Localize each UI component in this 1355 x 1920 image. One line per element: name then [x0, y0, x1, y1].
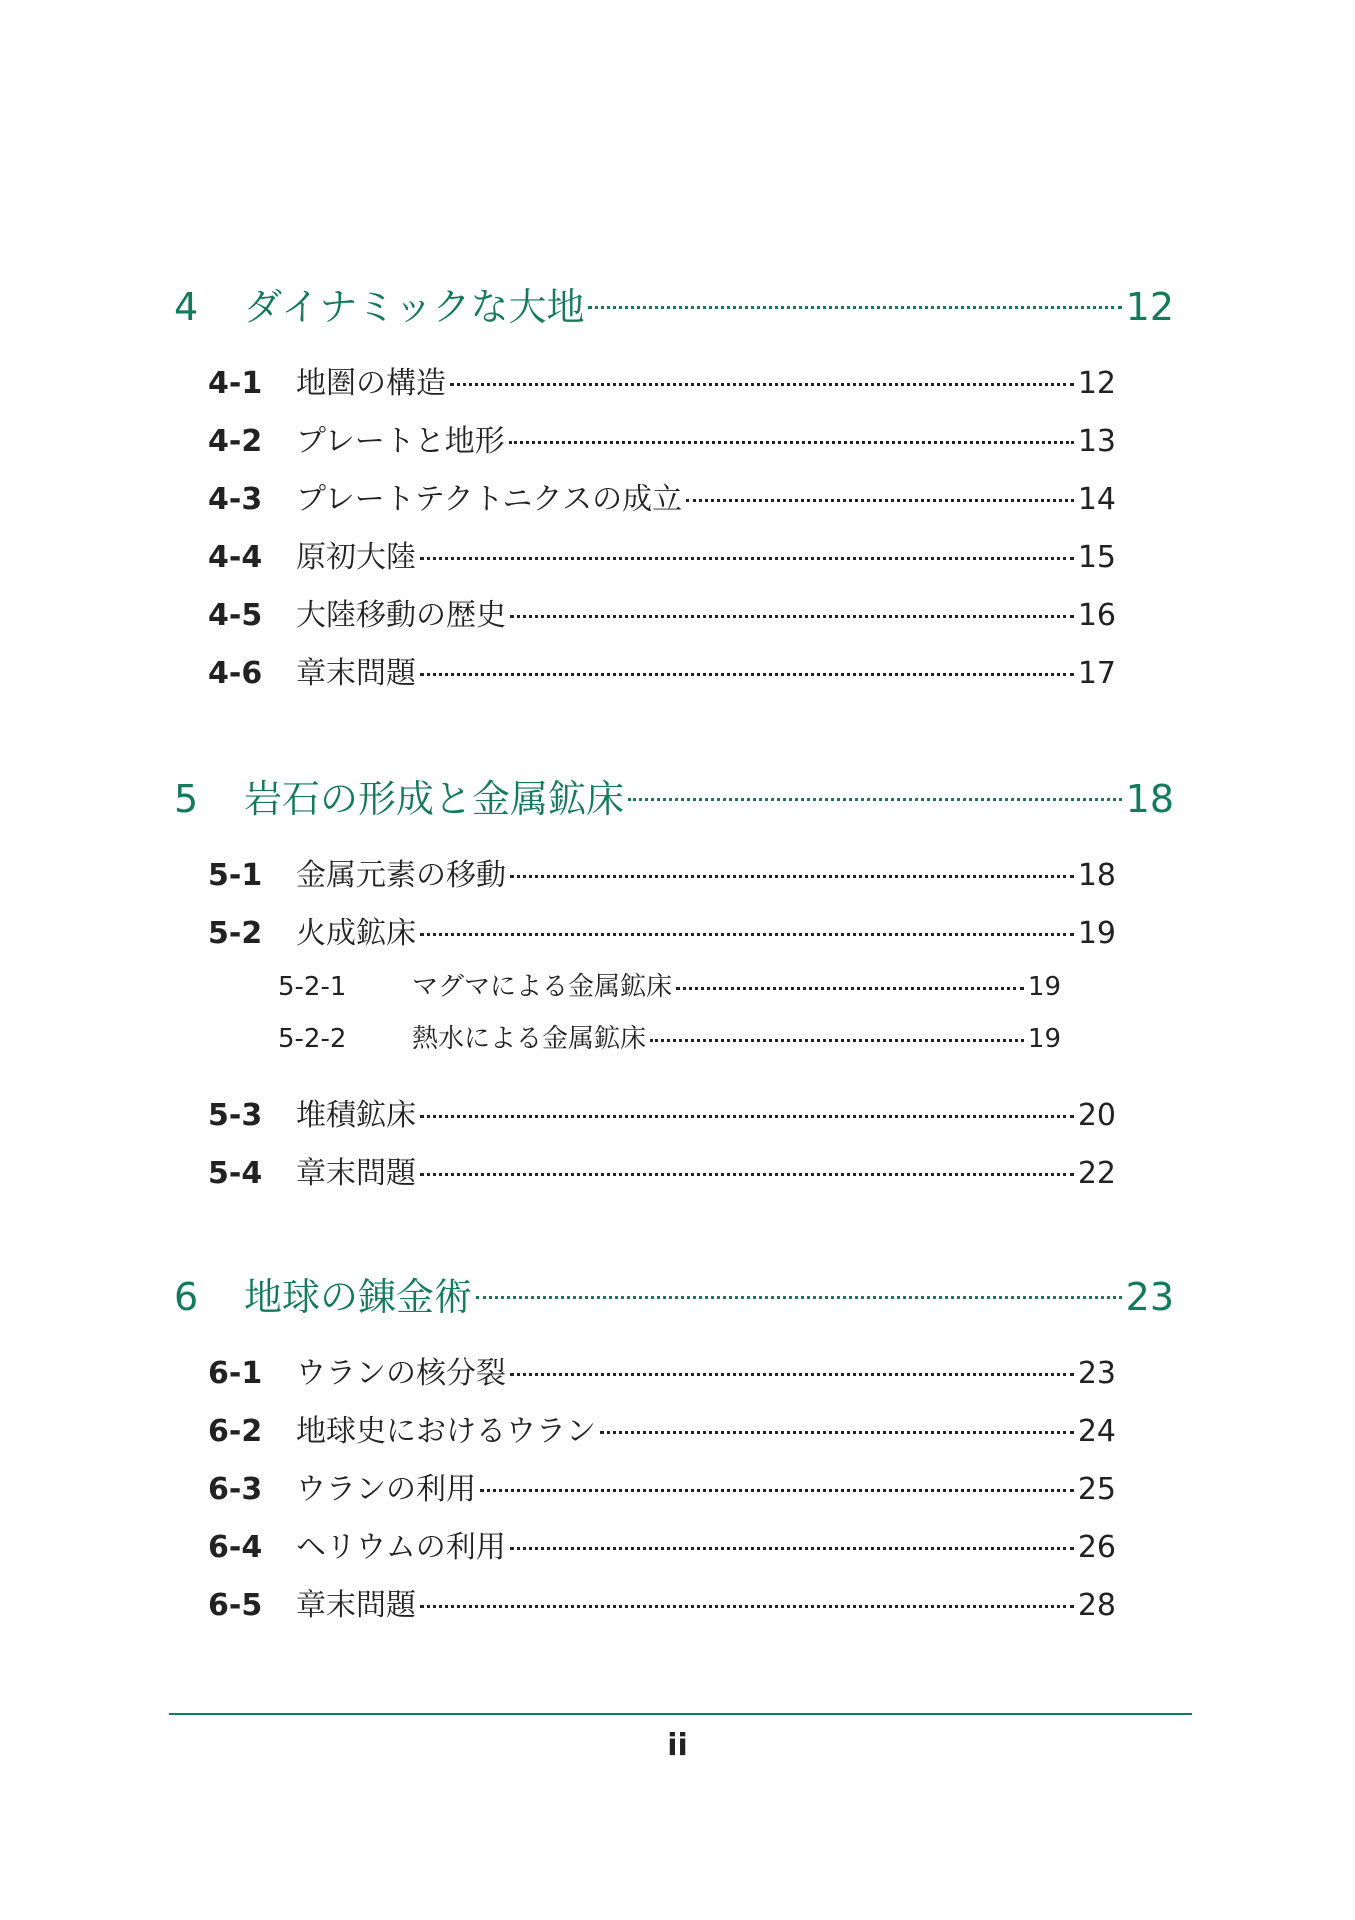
section-page: 15 — [1077, 540, 1116, 575]
section-page: 17 — [1077, 656, 1116, 691]
section-title: 原初大陸 — [296, 540, 416, 575]
dot-leader — [686, 499, 1074, 502]
section-entry[interactable] — [208, 1406, 1116, 1450]
section-page: 16 — [1077, 598, 1116, 633]
chapter-page: 12 — [1125, 285, 1174, 329]
section-number: 5-4 — [208, 1156, 263, 1191]
section-title: ウランの利用 — [296, 1472, 476, 1507]
subsection-page: 19 — [1027, 1024, 1061, 1054]
section-title: プレートテクトニクスの成立 — [296, 482, 683, 517]
chapter-title: 地球の錬金術 — [244, 1275, 473, 1319]
section-title: ウランの核分裂 — [296, 1356, 506, 1391]
section-page: 22 — [1077, 1156, 1116, 1191]
dot-leader — [628, 798, 1122, 801]
subsection-title: 熱水による金属鉱床 — [412, 1024, 647, 1054]
section-page: 19 — [1077, 916, 1116, 951]
section-entry[interactable] — [208, 1522, 1116, 1566]
chapter-number: 5 — [174, 777, 199, 821]
section-title: 火成鉱床 — [296, 916, 416, 951]
section-entry[interactable] — [208, 416, 1116, 460]
subsection-page: 19 — [1027, 972, 1061, 1002]
subsection-title: マグマによる金属鉱床 — [412, 972, 673, 1002]
dot-leader — [676, 987, 1024, 990]
chapter-page: 23 — [1125, 1275, 1174, 1319]
section-page: 13 — [1077, 424, 1116, 459]
section-entry[interactable] — [208, 1464, 1116, 1508]
section-number: 4-5 — [208, 598, 263, 633]
section-entry[interactable] — [208, 908, 1116, 952]
dot-leader — [420, 557, 1074, 560]
dot-leader — [510, 615, 1074, 618]
section-entry[interactable] — [208, 474, 1116, 518]
section-page: 24 — [1077, 1414, 1116, 1449]
section-entry[interactable] — [208, 1090, 1116, 1134]
dot-leader — [476, 1296, 1122, 1299]
dot-leader — [420, 1605, 1074, 1608]
section-title: 地圏の構造 — [296, 366, 446, 401]
chapter-title: ダイナミックな大地 — [244, 285, 585, 329]
page-number: ii — [667, 1728, 688, 1763]
chapter-entry[interactable] — [174, 1266, 1174, 1321]
dot-leader — [510, 1547, 1074, 1550]
section-entry[interactable] — [208, 590, 1116, 634]
section-title: 地球史におけるウラン — [296, 1414, 596, 1449]
section-page: 23 — [1077, 1356, 1116, 1391]
dot-leader — [510, 875, 1074, 878]
section-number: 4-4 — [208, 540, 263, 575]
section-entry[interactable] — [208, 648, 1116, 692]
chapter-entry[interactable] — [174, 768, 1174, 823]
section-title: 金属元素の移動 — [296, 858, 506, 893]
section-page: 25 — [1077, 1472, 1116, 1507]
section-number: 6-5 — [208, 1588, 263, 1623]
chapter-title: 岩石の形成と金属鉱床 — [244, 777, 625, 821]
section-number: 6-3 — [208, 1472, 263, 1507]
dot-leader — [480, 1489, 1074, 1492]
subsection-number: 5-2-1 — [278, 972, 347, 1002]
dot-leader — [650, 1039, 1024, 1042]
section-number: 4-3 — [208, 482, 263, 517]
dot-leader — [600, 1431, 1074, 1434]
dot-leader — [420, 1115, 1074, 1118]
section-title: 章末問題 — [296, 1156, 416, 1191]
section-title: 堆積鉱床 — [296, 1098, 416, 1133]
chapter-number: 4 — [174, 285, 199, 329]
section-number: 5-2 — [208, 916, 263, 951]
section-number: 4-1 — [208, 366, 263, 401]
section-entry[interactable] — [208, 358, 1116, 402]
dot-leader — [420, 933, 1074, 936]
section-number: 6-4 — [208, 1530, 263, 1565]
dot-leader — [450, 383, 1074, 386]
section-page: 18 — [1077, 858, 1116, 893]
section-number: 5-3 — [208, 1098, 263, 1133]
section-entry[interactable] — [208, 532, 1116, 576]
section-page: 14 — [1077, 482, 1116, 517]
section-title: プレートと地形 — [296, 424, 505, 459]
section-page: 20 — [1077, 1098, 1116, 1133]
section-title: 大陸移動の歴史 — [296, 598, 506, 633]
subsection-entry[interactable] — [278, 966, 1061, 1003]
section-page: 28 — [1077, 1588, 1116, 1623]
dot-leader — [510, 1373, 1074, 1376]
section-number: 6-2 — [208, 1414, 263, 1449]
subsection-entry[interactable] — [278, 1018, 1061, 1055]
section-number: 5-1 — [208, 858, 263, 893]
section-number: 4-2 — [208, 424, 263, 459]
section-page: 12 — [1077, 366, 1116, 401]
subsection-number: 5-2-2 — [278, 1024, 347, 1054]
dot-leader — [588, 306, 1121, 309]
dot-leader — [420, 673, 1074, 676]
section-entry[interactable] — [208, 850, 1116, 894]
section-number: 4-6 — [208, 656, 263, 691]
section-title: 章末問題 — [296, 1588, 416, 1623]
chapter-number: 6 — [174, 1275, 199, 1319]
section-title: ヘリウムの利用 — [296, 1530, 506, 1565]
footer-rule — [169, 1713, 1192, 1715]
chapter-entry[interactable] — [174, 276, 1174, 331]
chapter-page: 18 — [1125, 777, 1174, 821]
dot-leader — [509, 441, 1074, 444]
section-entry[interactable] — [208, 1348, 1116, 1392]
section-entry[interactable] — [208, 1580, 1116, 1624]
section-title: 章末問題 — [296, 656, 416, 691]
dot-leader — [420, 1173, 1074, 1176]
section-page: 26 — [1077, 1530, 1116, 1565]
section-entry[interactable] — [208, 1148, 1116, 1192]
section-number: 6-1 — [208, 1356, 263, 1391]
